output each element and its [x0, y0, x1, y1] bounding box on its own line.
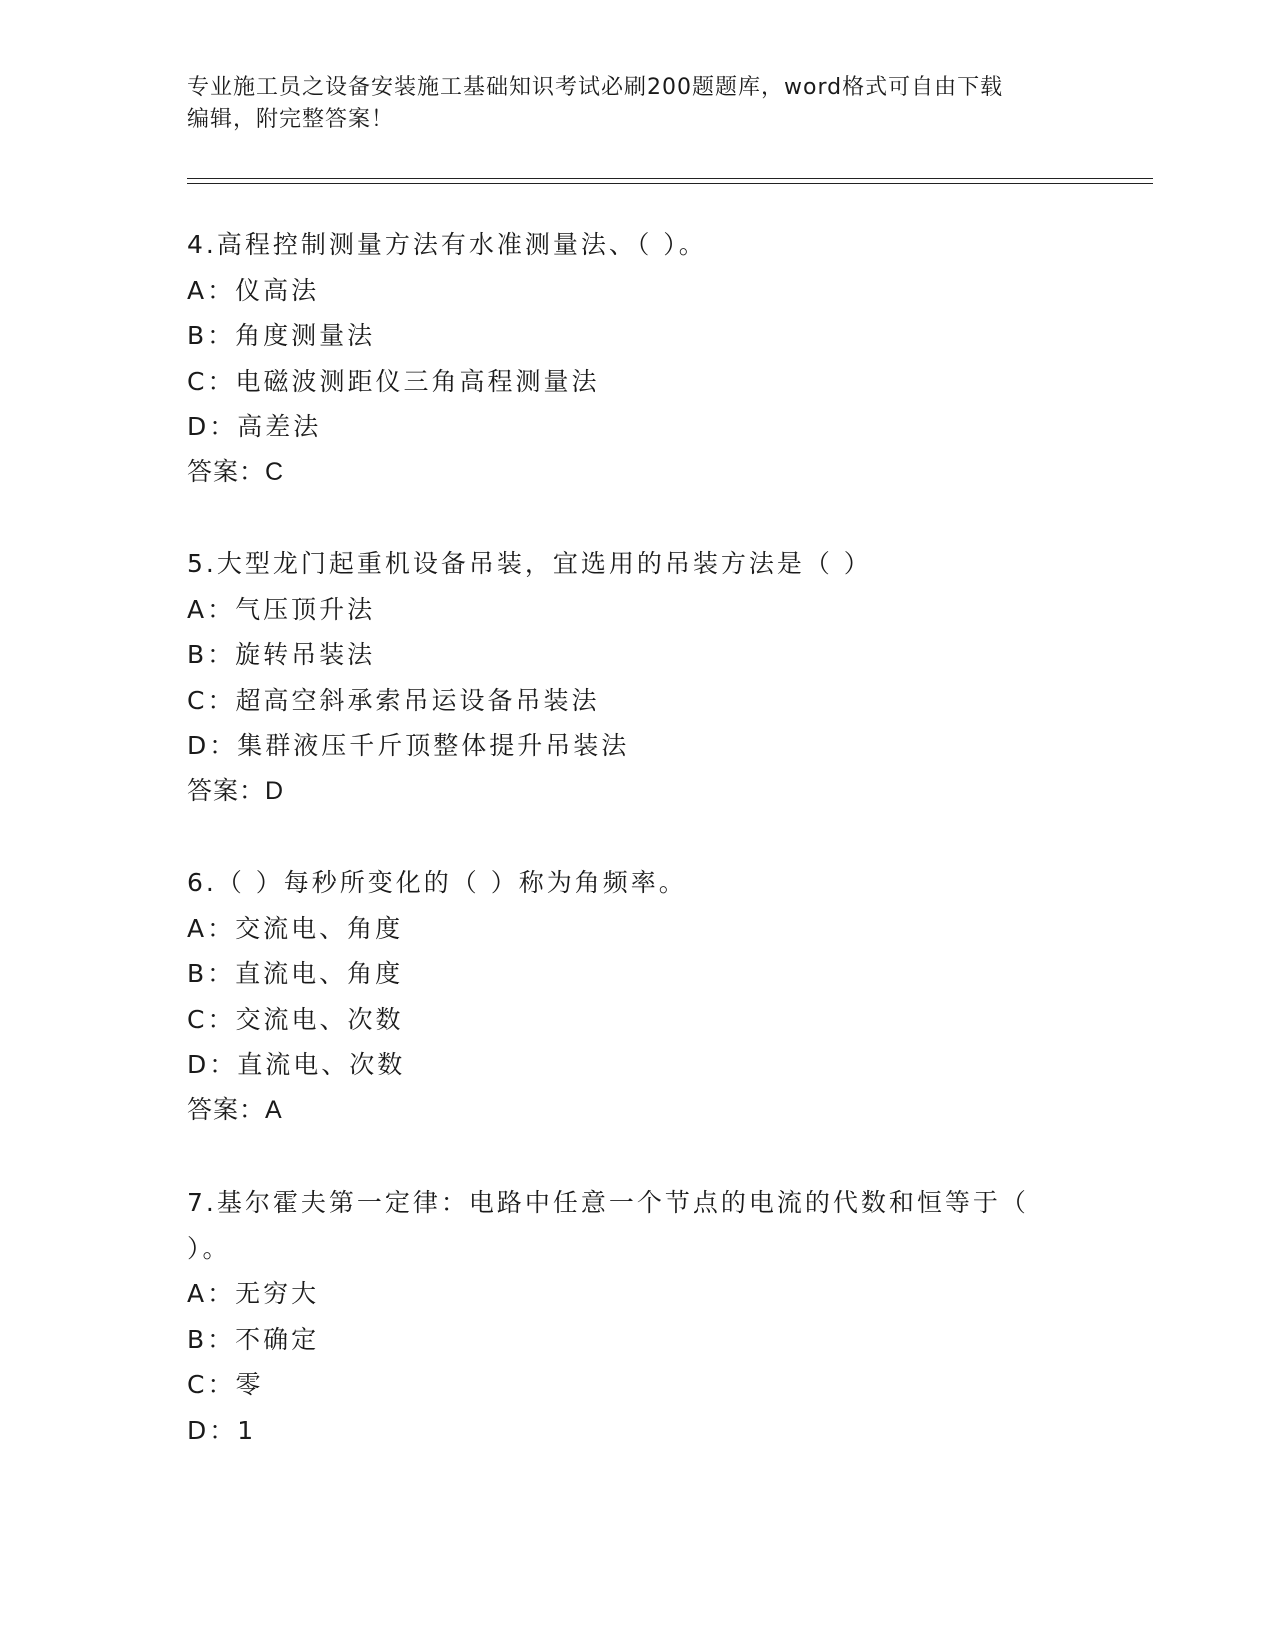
answer-text: 答案：C: [187, 457, 285, 486]
option-a: A：交流电、角度: [187, 913, 404, 943]
option-d: D：1: [187, 1415, 257, 1445]
option-b: B：旋转吊装法: [187, 640, 376, 670]
option-c: C：电磁波测距仪三角高程测量法: [187, 366, 600, 396]
answer-text: 答案：D: [187, 776, 285, 805]
question-stem: 4.高程控制测量方法有水准测量法、（ ）。: [187, 230, 707, 259]
option-d: D：集群液压千斤顶整体提升吊装法: [187, 731, 630, 761]
option-b: B：不确定: [187, 1324, 320, 1354]
option-b: B：角度测量法: [187, 321, 376, 351]
option-c: C：交流电、次数: [187, 1004, 404, 1034]
question-stem-line-1: 7.基尔霍夫第一定律：电路中任意一个节点的电流的代数和恒等于（: [187, 1188, 1029, 1217]
question-6: [187, 860, 1087, 1134]
question-stem: 6.（ ）每秒所变化的（ ）称为角频率。: [187, 868, 687, 897]
option-b: B：直流电、角度: [187, 959, 404, 989]
header-divider-bottom: [187, 183, 1153, 184]
option-d: D：高差法: [187, 412, 322, 442]
option-c: C：超高空斜承索吊运设备吊装法: [187, 685, 600, 715]
header-line-2: 编辑，附完整答案！: [187, 107, 395, 132]
answer-text: 答案：A: [187, 1095, 283, 1124]
question-stem: 5.大型龙门起重机设备吊装，宜选用的吊装方法是（ ）: [187, 549, 872, 578]
question-4: [187, 222, 1087, 496]
question-5: [187, 541, 1087, 815]
option-d: D：直流电、次数: [187, 1050, 406, 1080]
option-a: A：无穷大: [187, 1279, 320, 1309]
header-divider-top: [187, 178, 1153, 179]
header-line-1: 专业施工员之设备安装施工基础知识考试必刷200题题库，word格式可自由下载: [187, 75, 1004, 100]
option-c: C：零: [187, 1370, 264, 1400]
question-7: [187, 1180, 1087, 1454]
document-header: [187, 72, 1087, 136]
option-a: A：仪高法: [187, 275, 320, 305]
option-a: A：气压顶升法: [187, 594, 376, 624]
question-stem-line-2: ）。: [187, 1233, 231, 1263]
